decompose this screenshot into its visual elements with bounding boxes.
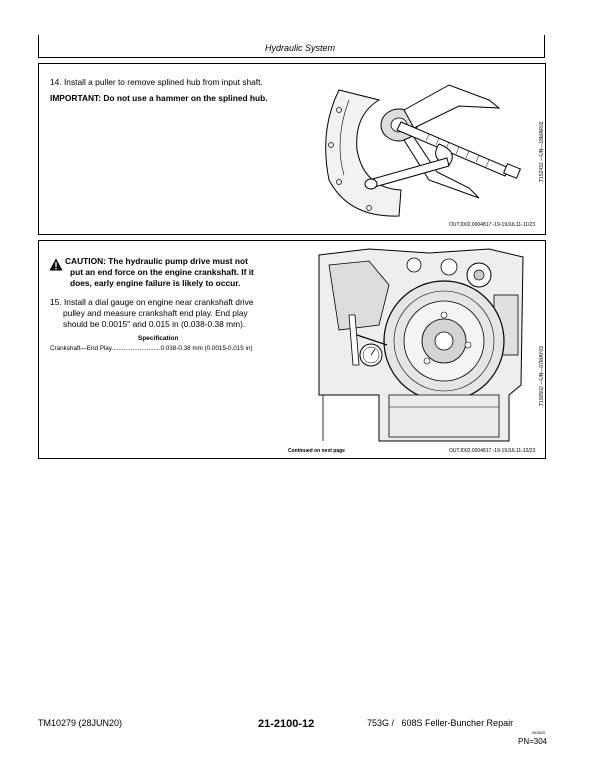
continued-note: Continued on next page — [288, 448, 345, 454]
spec-label: Crankshaft—End Play — [50, 345, 112, 352]
step-15-line-3: should be 0.0015" and 0.015 in (0.038-0.38 mm). — [63, 319, 246, 329]
header-bottom-rule — [38, 57, 545, 58]
page-number: 21-2100-12 — [258, 718, 315, 730]
caution-line-2: put an end force on the engine crankshaft. If it — [70, 267, 254, 277]
caution-line-1: CAUTION: The hydraulic pump drive must not — [65, 256, 248, 266]
step-15-line-2: pulley and measure crankshaft end play. End play — [63, 308, 248, 318]
reference-code-15: OUTJ002,0004817 -19-19JUL11-12/23 — [449, 448, 536, 454]
procedure-block-14 — [38, 63, 546, 235]
page-header-title: Hydraulic System — [264, 43, 336, 53]
figure-id-14: T152432 —UN—18MAR02 — [539, 121, 545, 182]
spec-dots: ............................ — [111, 345, 161, 352]
model-title: 753G / 608S Feller-Buncher Repair — [367, 718, 514, 728]
puller-illustration — [309, 70, 531, 220]
important-note: IMPORTANT: Do not use a hammer on the splined hub. — [50, 93, 268, 103]
figure-id-15: T190502 —UN—07MAY03 — [539, 346, 545, 406]
manual-id: TM10279 (28JUN20) — [38, 718, 123, 728]
pn-number: PN=304 — [518, 737, 548, 746]
engine-dial-gauge-illustration — [309, 245, 533, 445]
caution-triangle-icon — [49, 258, 63, 271]
procedure-block-15 — [38, 240, 546, 459]
step-15-line-1: 15. Install a dial gauge on engine near crankshaft drive — [50, 297, 254, 307]
spec-value: 0.038-0.38 mm (0.0015-0.015 in) — [160, 345, 253, 352]
specification-heading: Specification — [138, 335, 179, 342]
caution-line-3: does, early engine failure is likely to occur. — [70, 278, 241, 288]
date-code: 062620 — [532, 730, 546, 735]
reference-code-14: OUTJ002,0004817 -19-19JUL11-11/23 — [449, 222, 535, 228]
specification-row — [50, 345, 253, 352]
step-14-text: 14. Install a puller to remove splined hub from input shaft. — [50, 77, 263, 87]
